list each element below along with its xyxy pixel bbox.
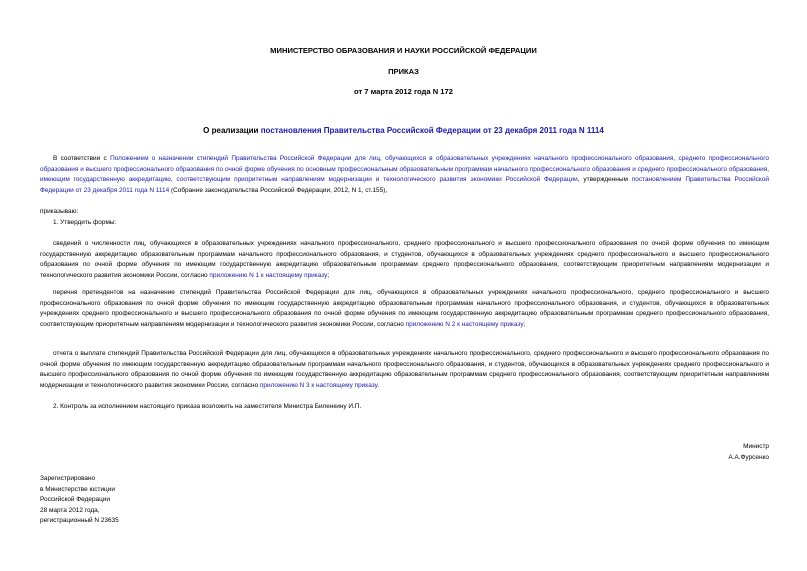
order-word: [40, 207, 769, 218]
form-2-paragraph: [40, 288, 769, 330]
form-3-block: [40, 349, 769, 391]
ministry-heading: МИНИСТЕРСТВО ОБРАЗОВАНИЯ И НАУКИ РОССИЙСКОЙ ФЕДЕРАЦИИ: [270, 46, 537, 55]
preamble-text-3: (Собрание законодательства Российской Федерации, 2012, N 1, ст.155),: [169, 186, 388, 194]
preamble-block: [40, 154, 769, 196]
form-2-end: ;: [523, 320, 526, 328]
form-3-paragraph: [40, 349, 769, 391]
order-word-text: приказываю:: [40, 208, 79, 215]
signature-block: [728, 442, 769, 463]
appendix-3-link[interactable]: приложению N 3 к настоящему приказу: [259, 381, 378, 389]
form-1-end: ;: [327, 271, 330, 279]
item-2-text: 2. Контроль за исполнением настоящего приказа возложить на заместителя Министра Биленкину И.П.: [53, 403, 362, 410]
item-1-text: 1. Утвердить формы:: [53, 219, 117, 226]
form-1-paragraph: [40, 239, 769, 281]
preamble-text-1: В соответствии с: [53, 155, 111, 162]
title-resolution-link[interactable]: постановления Правительства Российской Федерации от 23 декабря 2011 года N 1114: [260, 126, 604, 135]
registration-line: в Министерстве юстиции: [40, 485, 115, 493]
item-2: [40, 402, 769, 413]
registration-line: Зарегистрировано: [40, 475, 96, 482]
form-3-end: .: [377, 381, 379, 389]
registration-line: регистрационный N 23635: [40, 517, 119, 525]
doc-type-heading: ПРИКАЗ: [388, 67, 419, 76]
appendix-1-link[interactable]: приложению N 1 к настоящему приказу: [209, 271, 328, 279]
signatory-position: Министр: [743, 443, 769, 450]
document-title: [0, 126, 807, 135]
form-3-text: отчета о выплате стипендий Правительства Российской Федерации для лиц, обучающихся в образовательных учреждениях начального профессионального, среднего профессионального и высшего профессионального образования по очной форме обучения по имеющим государственную аккредитацию образовательным программам начального профессионального образования, и студентов, обучающихся в образовательных учреждениях среднего профессионального и высшего профессионального образования по очной форме обучения по имеющим государственную аккредитацию образовательным программам среднего профессионального образования, соответствующим приоритетным направлениям модернизации и технологического развития экономики России, согласно: [40, 350, 769, 389]
form-1-block: [40, 239, 769, 281]
resolution-link[interactable]: постановлением Правительства Российской Федерации от 23 декабря 2011 года N 1114: [40, 176, 769, 194]
preamble-text-2: , утвержденным: [577, 176, 632, 184]
registration-line: Российской Федерации: [40, 496, 111, 504]
signatory-name: А.А.Фурсенко: [728, 453, 769, 461]
preamble-paragraph: [40, 154, 769, 196]
appendix-2-link[interactable]: приложению N 2 к настоящему приказу: [405, 320, 524, 328]
title-prefix: О реализации: [203, 126, 261, 135]
form-2-block: [40, 288, 769, 330]
form-1-text: сведений о численности лиц, обучающихся в образовательных учреждениях начального профессионального, среднего профессионального и высшего профессионального образования по очной форме обучения по имеющим государственную аккредитацию образовательным программам начального профессионального образования, и студентов, обучающихся в образовательных учреждениях среднего профессионального и высшего профессионального образования по очной форме обучения по имеющим государственную аккредитацию образовательным программам среднего профессионального образования, соответствующим приоритетным направлениям модернизации и технологического развития экономики России, согласно: [40, 240, 769, 279]
registration-block: [40, 474, 119, 527]
registration-line: 28 марта 2012 года,: [40, 506, 100, 514]
item-1: [40, 218, 769, 229]
form-2-text: перечня претендентов на назначение стипендий Правительства Российской Федерации для лиц, обучающихся в образовательных учреждениях начального профессионального, среднего профессионального и высшего профессионального образования по очной форме обучения по имеющим государственную аккредитацию образовательным программам начального профессионального образования, и студентов, обучающихся в образовательных учреждениях среднего профессионального и высшего профессионального образования по очной форме обучения по имеющим государственную аккредитацию образовательным программам среднего профессионального образования, соответствующим приоритетным направлениям модернизации и технологического развития экономики России, согласно: [40, 289, 769, 328]
regulation-link[interactable]: Положением о назначении стипендий Правительства Российской Федерации для лиц, обучающихся в образовательных учреждениях начального профессионального образования, среднего профессионального образования и высшего профессионального образования по очной форме обучения по основным профессиональным образовательным программам начального профессионального образования и среднего профессионального образования, имеющим государственную аккредитацию, соответствующим приоритетным направлениям модернизации и технологического развития экономики Российской Федерации: [40, 155, 769, 184]
doc-date-heading: от 7 марта 2012 года N 172: [354, 87, 453, 96]
